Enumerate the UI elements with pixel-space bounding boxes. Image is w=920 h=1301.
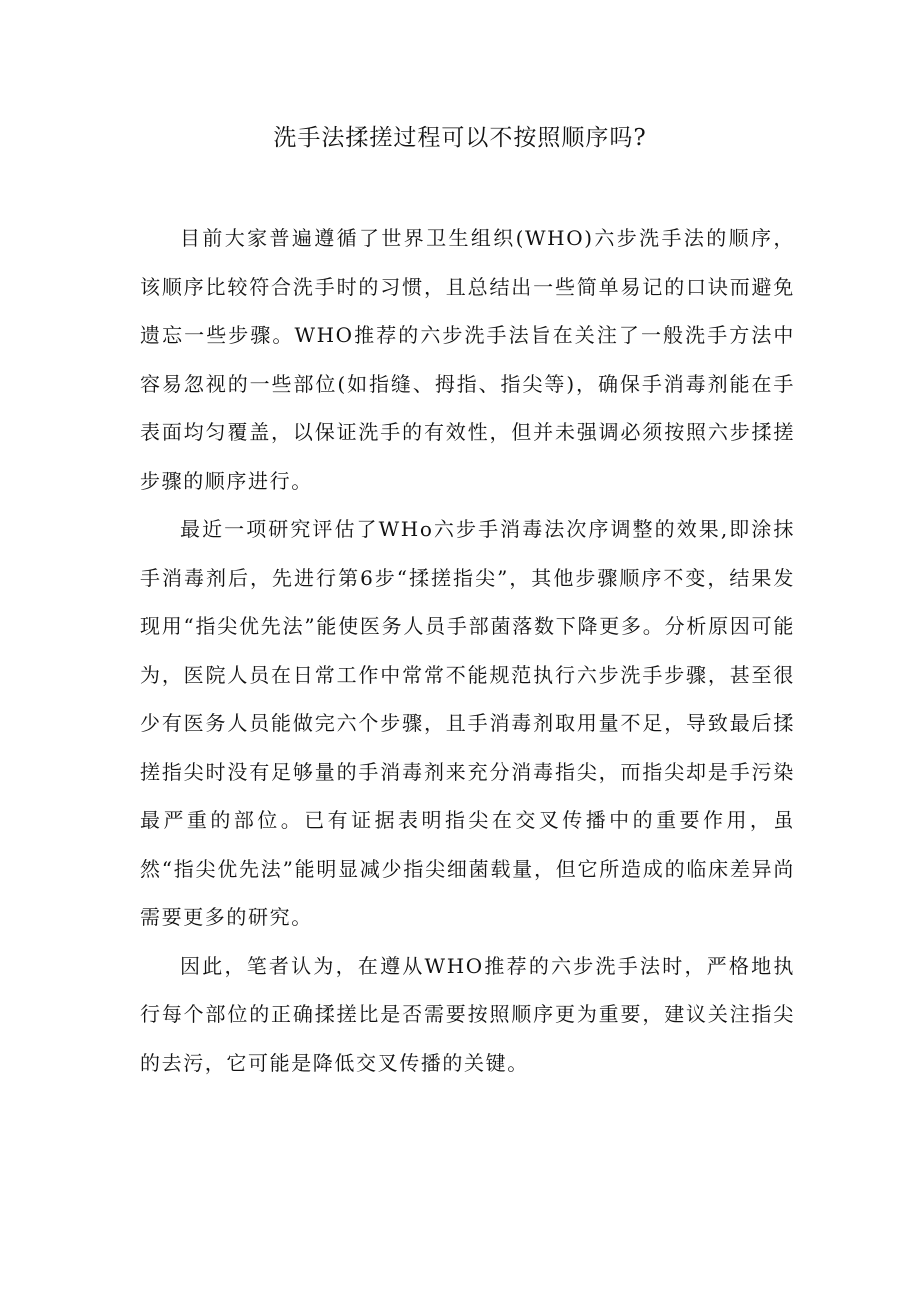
paragraph-1: 目前大家普遍遵循了世界卫生组织(WHO)六步洗手法的顺序，该顺序比较符合洗手时的习惯，且总结出一些简单易记的口诀而避免遗忘一些步骤。WHO推荐的六步洗手法旨在关注了一般洗手方法中容易忽视的一些部位(如指缝、拇指、指尖等)，确保手消毒剂能在手表面均匀覆盖，以保证洗手的有效性，但并未强调必须按照六步揉搓步骤的顺序进行。	[140, 226, 795, 493]
document-title: 洗手法揉搓过程可以不按照顺序吗?	[273, 125, 647, 151]
paragraph-3: 因此，笔者认为，在遵从WHO推荐的六步洗手法时，严格地执行每个部位的正确揉搓比是否需要按照顺序更为重要，建议关注指尖的去污，它可能是降低交叉传播的关键。	[140, 953, 795, 1075]
document-body	[140, 214, 795, 1087]
paragraph-2: 最近一项研究评估了WHo六步手消毒法次序调整的效果,即涂抹手消毒剂后，先进行第6步“揉搓指尖”，其他步骤顺序不变，结果发现用“指尖优先法”能使医务人员手部菌落数下降更多。分析原因可能为，医院人员在日常工作中常常不能规范执行六步洗手步骤，甚至很少有医务人员能做完六个步骤，且手消毒剂取用量不足，导致最后揉搓指尖时没有足够量的手消毒剂来充分消毒指尖，而指尖却是手污染最严重的部位。已有证据表明指尖在交叉传播中的重要作用，虽然“指尖优先法”能明显减少指尖细菌载量，但它所造成的临床差异尚需要更多的研究。	[140, 517, 795, 929]
